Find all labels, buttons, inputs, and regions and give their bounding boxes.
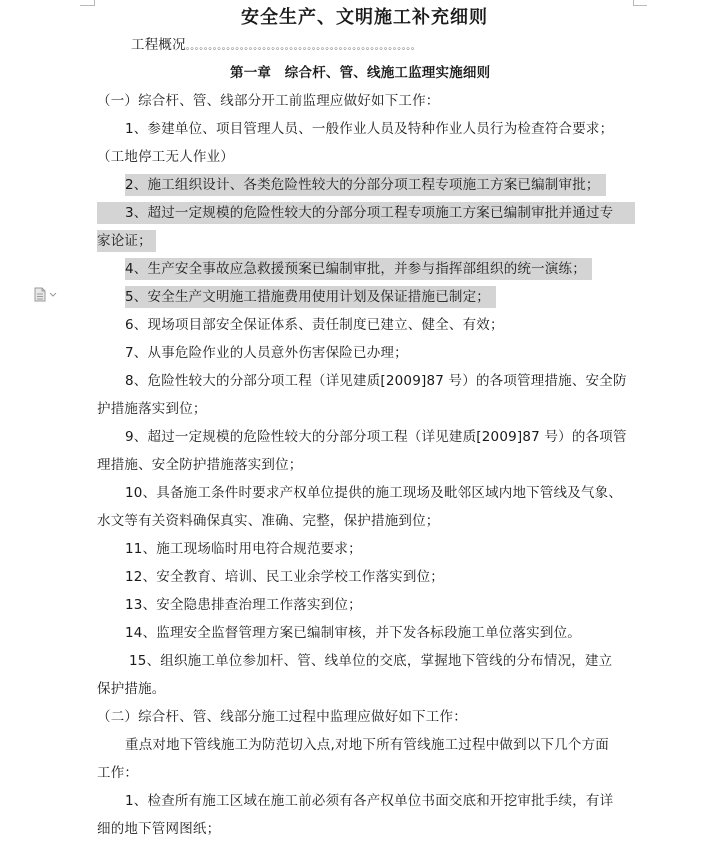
- list-item: 理措施、安全防护措施落实到位；: [97, 457, 303, 473]
- list-item-highlighted: 5、安全生产文明施工措施费用使用计划及保证措施已制定；: [125, 286, 496, 308]
- list-item: 1、检查所有施工区域在施工前必须有各产权单位书面交底和开挖审批手续，有详: [125, 793, 614, 809]
- document-title: 安全生产、文明施工补充细则: [241, 7, 488, 28]
- list-item: 13、安全隐患排查治理工作落实到位；: [125, 597, 362, 613]
- list-item-highlighted: 4、生产安全事故应急救援预案已编制审批，并参与指挥部组织的统一演练；: [125, 258, 592, 280]
- overview-dots: 。。。。。。。。。。。。。。。。。。。。。。。。。。。。。。。。。。。。。。。。。。。。。。。。。。。: [185, 42, 420, 52]
- section-heading-1: （一）综合杆、管、线部分开工前监理应做好如下工作：: [97, 93, 440, 109]
- list-item: 7、从事危险作业的人员意外伤害保险已办理；: [125, 345, 408, 361]
- section-heading-2: （二）综合杆、管、线部分施工过程中监理应做好如下工作：: [97, 709, 467, 725]
- list-item: 细的地下管网图纸；: [97, 821, 221, 837]
- crop-mark-top-left: [80, 5, 94, 6]
- list-item: 8、危险性较大的分部分项工程（详见建质[2009]87 号）的各项管理措施、安全防: [125, 373, 627, 389]
- chapter-heading: 第一章 综合杆、管、线施工监理实施细则: [230, 65, 491, 81]
- paragraph-line: 重点对地下管线施工为防范切入点,对地下所有管线施工过程中做到以下几个方面: [125, 737, 609, 753]
- list-item: 保护措施。: [97, 681, 166, 697]
- overview-line: [131, 34, 420, 56]
- list-item: 10、具备施工条件时要求产权单位提供的施工现场及毗邻区域内地下管线及气象、: [125, 485, 623, 501]
- list-item: （工地停工无人作业）: [97, 149, 234, 165]
- list-item: 水文等有关资料确保真实、准确、完整，保护措施到位；: [97, 513, 440, 529]
- list-item-highlighted: 家论证；: [97, 230, 156, 252]
- list-item: 9、超过一定规模的危险性较大的分部分项工程（详见建质[2009]87 号）的各项管: [125, 429, 627, 445]
- overview-label: 工程概况: [131, 37, 186, 53]
- list-item: 护措施落实到位；: [97, 401, 207, 417]
- list-item: 14、监理安全监督管理方案已编制审核，并下发各标段施工单位落实到位。: [125, 625, 581, 641]
- document-comment-icon[interactable]: [34, 287, 58, 303]
- list-item: 6、现场项目部安全保证体系、责任制度已建立、健全、有效；: [125, 317, 504, 333]
- list-item: 15、组织施工单位参加杆、管、线单位的交底，掌握地下管线的分布情况，建立: [129, 653, 613, 669]
- list-item: 12、安全教育、培训、民工业余学校工作落实到位；: [125, 569, 444, 585]
- paragraph-line: 工作：: [97, 765, 139, 781]
- list-item: 11、施工现场临时用电符合规范要求；: [125, 541, 362, 557]
- crop-mark-top-right: [633, 5, 647, 6]
- list-item: 1、参建单位、项目管理人员、一般作业人员及特种作业人员行为检查符合要求；: [125, 121, 614, 137]
- list-item-highlighted: 3、超过一定规模的危险性较大的分部分项工程专项施工方案已编制审批并通过专: [97, 202, 635, 224]
- list-item-highlighted: 2、施工组织设计、各类危险性较大的分部分项工程专项施工方案已编制审批；: [125, 174, 606, 196]
- crop-mark-top-left: [94, 0, 95, 6]
